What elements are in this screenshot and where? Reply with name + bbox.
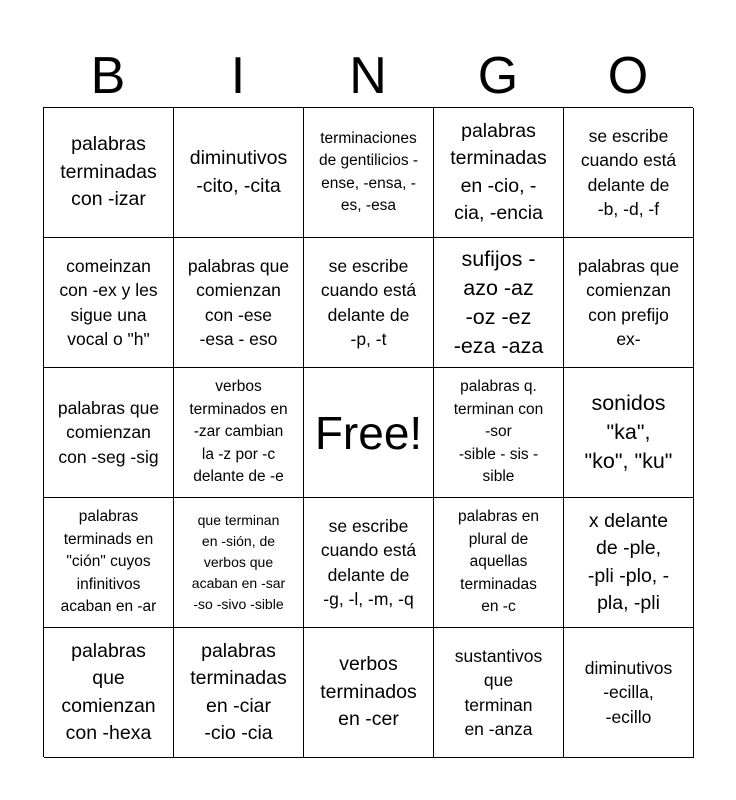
bingo-cell-5-4[interactable]: [434, 628, 564, 758]
free-space-label: Free!: [314, 406, 423, 459]
cell-text: palabras terminads en "ción" cuyos infinitivos acaban en -ar: [60, 508, 157, 616]
bingo-cell-1-5[interactable]: [564, 108, 694, 238]
bingo-cell-1-4[interactable]: [434, 108, 564, 238]
cell-text: palabras que comienzan con -ese -esa - eso: [187, 255, 290, 349]
cell-text: palabras que comienzan con -hexa: [61, 639, 156, 744]
cell-text: palabras en plural de aquellas terminadas en -c: [457, 508, 539, 616]
bingo-cell-5-5[interactable]: [564, 628, 694, 758]
bingo-cell-4-3[interactable]: [304, 498, 434, 628]
cell-text: verbos terminados en -cer: [320, 653, 417, 731]
header-letter-i: I: [230, 47, 246, 105]
bingo-cell-5-2[interactable]: [174, 628, 304, 758]
bingo-cell-2-4[interactable]: [434, 238, 564, 368]
bingo-cell-4-5[interactable]: [564, 498, 694, 628]
cell-text: terminaciones de gentilicios - ense, -ensa, - es, -esa: [318, 129, 419, 214]
cell-text: palabras q. terminan con -sor -sible - sis - sible: [453, 378, 544, 486]
bingo-cell-3-2[interactable]: [174, 368, 304, 498]
header-letter-o: O: [607, 47, 649, 105]
cell-text: verbos terminados en -zar cambian la -z por -c delante de -e: [189, 378, 288, 486]
cell-text: x delante de -ple, -pli -plo, - pla, -pli: [587, 509, 670, 614]
bingo-cell-2-3[interactable]: [304, 238, 434, 368]
cell-text: se escribe cuando está delante de -b, -d, -f: [580, 125, 677, 219]
bingo-cell-3-1[interactable]: [44, 368, 174, 498]
bingo-cell-1-1[interactable]: [44, 108, 174, 238]
cell-text: palabras que comienzan con -seg -sig: [57, 397, 160, 467]
bingo-cell-4-2[interactable]: [174, 498, 304, 628]
cell-text: palabras que comienzan con prefijo ex-: [577, 255, 680, 349]
cell-text: palabras terminadas con -izar: [60, 133, 157, 211]
header-letter-n: N: [349, 47, 387, 105]
cell-text: palabras terminadas en -ciar -cio -cia: [190, 639, 287, 744]
cell-text: comeinzan con -ex y les sigue una vocal o "h": [59, 255, 158, 349]
bingo-cell-4-4[interactable]: [434, 498, 564, 628]
bingo-cell-1-2[interactable]: [174, 108, 304, 238]
bingo-cell-3-4[interactable]: [434, 368, 564, 498]
cell-text: palabras terminadas en -cio, - cia, -encia: [450, 119, 547, 224]
bingo-cell-2-2[interactable]: [174, 238, 304, 368]
cell-text: se escribe cuando está delante de -p, -t: [320, 255, 417, 349]
cell-text: sonidos "ka", "ko", "ku": [584, 391, 673, 473]
bingo-card: [43, 107, 693, 757]
bingo-cell-3-5[interactable]: [564, 368, 694, 498]
bingo-cell-5-1[interactable]: [44, 628, 174, 758]
header-letter-b: B: [90, 47, 126, 105]
bingo-header: [43, 46, 693, 106]
cell-text: sufijos - azo -az -oz -ez -eza -aza: [453, 246, 544, 358]
cell-text: se escribe cuando está delante de -g, -l, -m, -q: [320, 515, 417, 609]
header-letter-g: G: [477, 47, 519, 105]
cell-text: diminutivos -ecilla, -ecillo: [584, 657, 673, 727]
bingo-cell-5-3[interactable]: [304, 628, 434, 758]
cell-text: sustantivos que terminan en -anza: [454, 645, 543, 739]
bingo-cell-2-5[interactable]: [564, 238, 694, 368]
cell-text: diminutivos -cito, -cita: [189, 147, 288, 197]
cell-text: que terminan en -sión, de verbos que acaban en -sar -so -sivo -sible: [191, 512, 286, 612]
bingo-cell-1-3[interactable]: [304, 108, 434, 238]
bingo-cell-4-1[interactable]: [44, 498, 174, 628]
bingo-cell-2-1[interactable]: [44, 238, 174, 368]
bingo-cell-free[interactable]: [304, 368, 434, 498]
